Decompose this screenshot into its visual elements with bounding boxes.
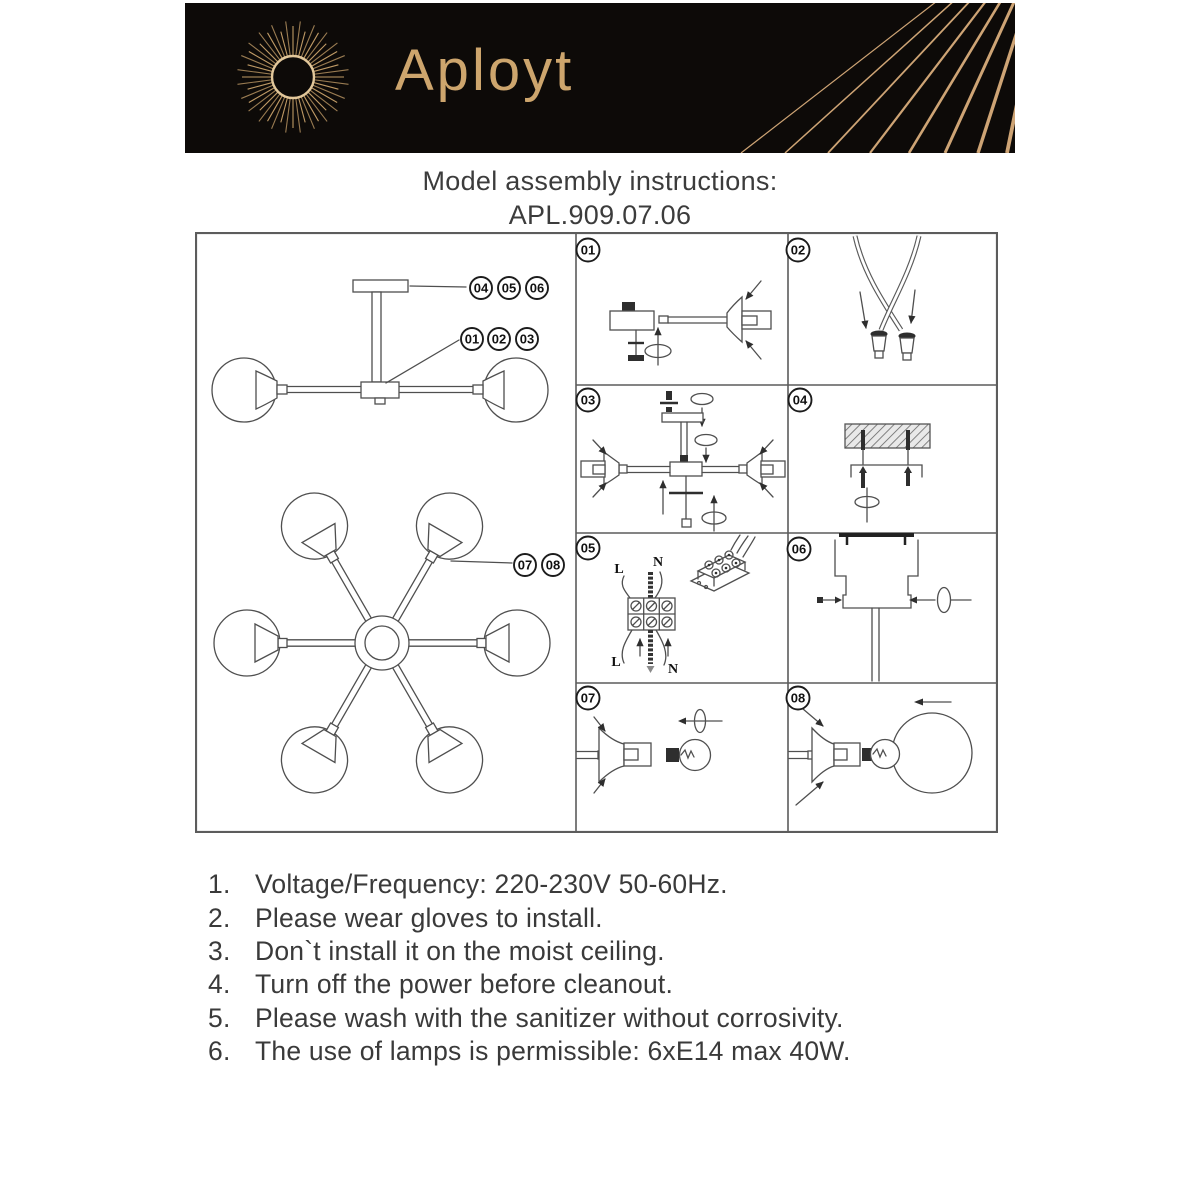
overview-side-view: [212, 280, 548, 422]
svg-text:07: 07: [517, 557, 533, 573]
list-item: [208, 868, 851, 901]
step-badge-02: [787, 239, 810, 262]
item-text: Don`t install it on the moist ceiling.: [255, 935, 665, 966]
item-number: 1.: [208, 869, 231, 900]
callout-badge-08: [542, 554, 564, 576]
wire-label-neutral-top: N: [652, 555, 664, 570]
callout-badge-07: [514, 554, 536, 576]
list-item: [208, 968, 851, 1001]
step-panel-03: [581, 391, 785, 531]
item-number: 6.: [208, 1036, 231, 1067]
item-text: Voltage/Frequency: 220-230V 50-60Hz.: [255, 869, 728, 900]
svg-text:02: 02: [790, 242, 806, 258]
svg-text:02: 02: [491, 331, 507, 347]
callout-badge-05: [498, 277, 520, 299]
item-text: The use of lamps is permissible: 6xE14 max 40W.: [255, 1036, 851, 1067]
item-text: Turn off the power before cleanout.: [255, 969, 674, 1000]
step-panel-07: [577, 710, 722, 794]
callout-badge-06: [526, 277, 548, 299]
svg-text:03: 03: [519, 331, 535, 347]
item-number: 5.: [208, 1002, 231, 1033]
list-item: [208, 935, 851, 968]
step-badge-08: [787, 687, 810, 710]
step-badge-03: [577, 389, 600, 412]
item-text: Please wear gloves to install.: [255, 902, 603, 933]
assembly-diagram: [195, 232, 998, 833]
step-panel-04: [845, 424, 930, 522]
callout-badge-02: [488, 328, 510, 350]
bulb-base-icon: [666, 748, 679, 762]
svg-text:08: 08: [545, 557, 561, 573]
item-number: 4.: [208, 969, 231, 1000]
svg-text:06: 06: [529, 280, 545, 296]
callout-leader: [386, 340, 459, 383]
globe-shade: [892, 713, 972, 793]
model-number: APL.909.07.06: [508, 200, 692, 230]
callout-badge-04: [470, 277, 492, 299]
overview-top-view: [214, 481, 550, 805]
brand-banner: [185, 3, 1015, 153]
svg-text:07: 07: [580, 690, 596, 706]
wire-label-neutral-bottom: N: [667, 662, 679, 677]
page-title: Model assembly instructions:: [422, 166, 778, 196]
svg-text:04: 04: [792, 392, 808, 408]
svg-text:06: 06: [791, 541, 807, 557]
instruction-list: [208, 868, 851, 1068]
list-item: [208, 1002, 851, 1035]
svg-text:05: 05: [501, 280, 517, 296]
callout-leader: [451, 561, 512, 563]
callout-badge-01: [461, 328, 483, 350]
step-badge-04: [789, 389, 812, 412]
svg-text:03: 03: [580, 392, 596, 408]
list-item: [208, 1035, 851, 1068]
callout-leader: [410, 286, 466, 287]
step-panel-06: [817, 535, 971, 681]
item-number: 3.: [208, 935, 231, 966]
step-panel-02: [855, 236, 919, 360]
page-title-block: [0, 166, 1200, 231]
step-badge-07: [577, 687, 600, 710]
callout-badge-03: [516, 328, 538, 350]
svg-text:05: 05: [580, 540, 596, 556]
item-number: 2.: [208, 902, 231, 933]
svg-text:04: 04: [473, 280, 489, 296]
svg-text:01: 01: [580, 242, 596, 258]
step-panel-08: [789, 699, 972, 806]
step-badge-05: [577, 537, 600, 560]
bulb-icon: [680, 740, 711, 771]
svg-text:01: 01: [464, 331, 480, 347]
brand-wordmark: Aployt: [395, 38, 575, 103]
step-badge-06: [788, 538, 811, 561]
step-panel-05: [611, 535, 755, 677]
wire-label-live-top: L: [614, 562, 624, 577]
list-item: [208, 901, 851, 934]
item-text: Please wash with the sanitizer without corrosivity.: [255, 1002, 844, 1033]
step-panel-01: [610, 281, 771, 365]
terminal-block-3d: [691, 535, 755, 591]
wire-label-live-bottom: L: [611, 655, 621, 670]
rays-decoration-icon: [185, 3, 1015, 153]
svg-text:08: 08: [790, 690, 806, 706]
step-badge-01: [577, 239, 600, 262]
